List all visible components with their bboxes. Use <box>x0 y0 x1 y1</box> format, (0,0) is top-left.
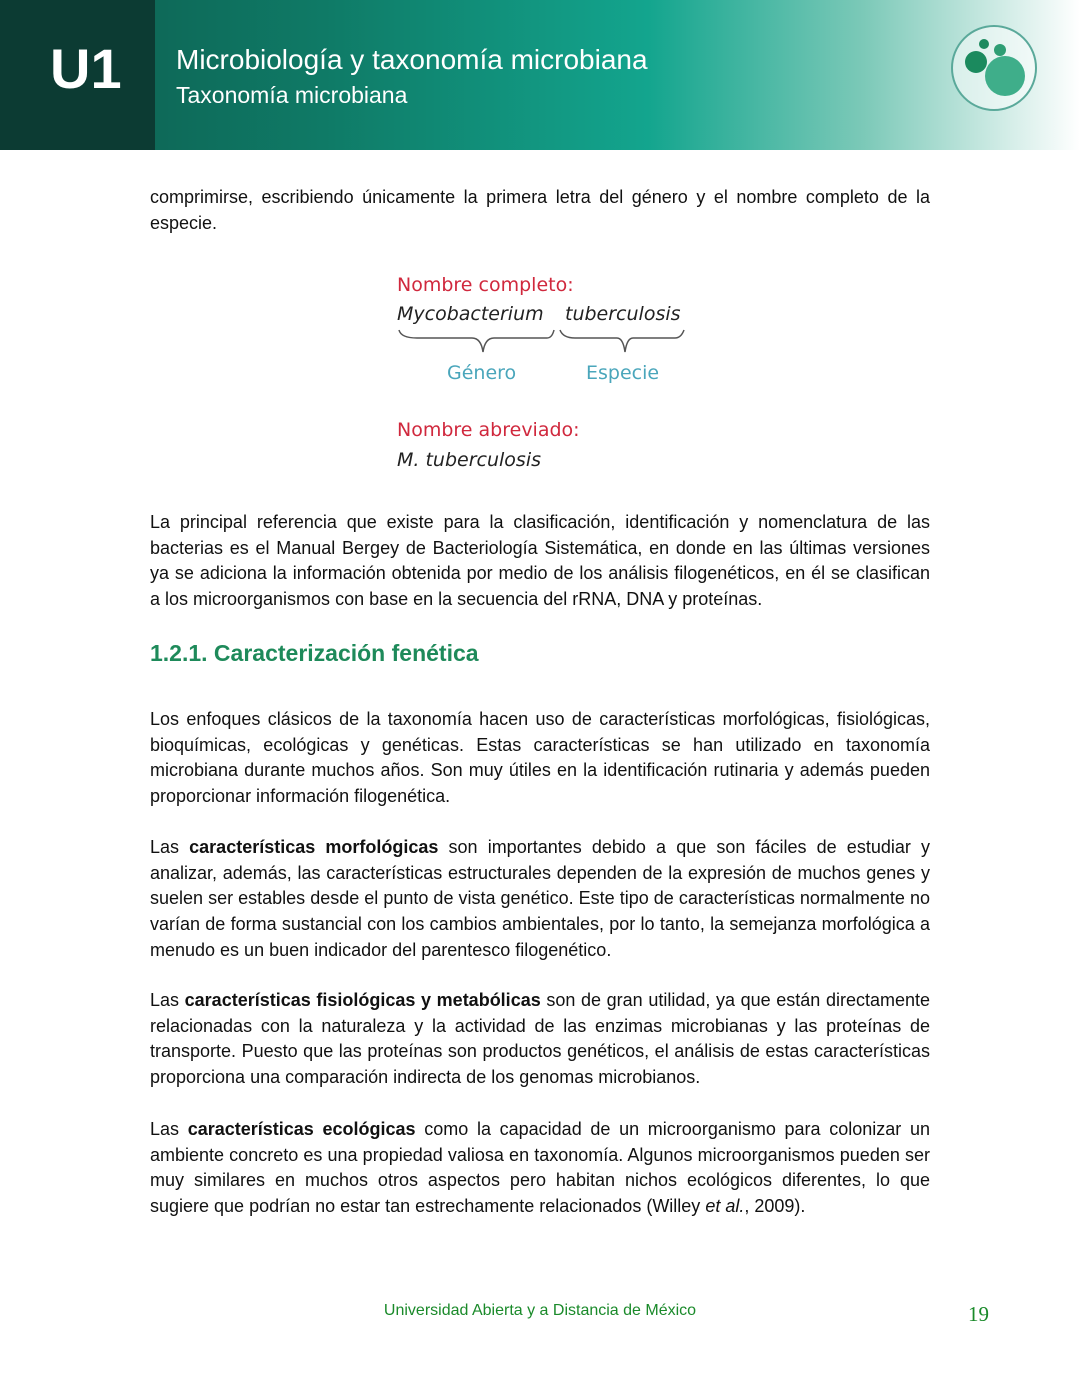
species-label: Especie <box>586 362 660 384</box>
header-title: Microbiología y taxonomía microbiana <box>176 44 648 75</box>
bold-term: características morfológicas <box>189 837 439 857</box>
species-name: tuberculosis <box>565 303 681 325</box>
genus-name: Mycobacterium <box>397 303 544 325</box>
text: , 2009). <box>744 1196 806 1217</box>
unit-label: U1 <box>50 37 122 100</box>
text: son importantes debido a que son fáciles de estudiar y analizar, además, las características estructurales dependen de la expresión de muchos genes y suelen ser estables desde el punto de vista genético. Este tipo de características normalmente no varían de forma sustancial con los cambios ambientales, por lo tanto, la semejanza morfológica a menudo es un buen indicador del parentesco filogenético. <box>150 837 930 960</box>
paragraph-morphological <box>150 835 930 964</box>
paragraph-ecological <box>150 1117 930 1220</box>
short-name-label: Nombre abreviado: <box>397 419 580 441</box>
microbe-logo-icon <box>950 24 1038 112</box>
text: son de gran utilidad, ya que están directamente relacionadas con la naturaleza y la actividad de las enzimas microbianas y las proteínas de transporte. Puesto que las proteínas son productos genéticos, el análisis de estas características proporciona una comparación indirecta de los genomas microbianos. <box>150 990 931 1088</box>
nomenclature-diagram <box>397 272 697 482</box>
page-number: 19 <box>968 1302 989 1326</box>
full-name-label: Nombre completo: <box>397 274 574 296</box>
page-header <box>0 0 1080 150</box>
bold-term: características ecológicas <box>187 1119 416 1139</box>
text: Las <box>150 990 185 1010</box>
paragraph-bergey: La principal referencia que existe para la clasificación, identificación y nomenclatura de las bacterias es el Manual Bergey de Bacteriología Sistemática, en donde en las últimas versiones ya se adiciona la información obtenida por medio de los análisis filogenéticos, en él se clasifican a los microorganismos con base en la secuencia del rRNA, DNA y proteínas. <box>150 512 930 610</box>
italic-text: et al. <box>705 1196 745 1217</box>
paragraph-classic: Los enfoques clásicos de la taxonomía hacen uso de características morfológicas, fisiológicas, bioquímicas, ecológicas y genéticas. Estas características se han utilizado en taxonomía microbiana durante muchos años. Son muy útiles en la identificación rutinaria y además pueden proporcionar información filogenética. <box>150 709 930 807</box>
section-heading: 1.2.1. Caracterización fenética <box>150 640 479 666</box>
short-name: M. tuberculosis <box>397 449 541 471</box>
intro-paragraph: comprimirse, escribiendo únicamente la primera letra del género y el nombre completo de la especie. <box>150 187 930 233</box>
header-subtitle: Taxonomía microbiana <box>176 82 408 108</box>
footer-institution: Universidad Abierta y a Distancia de México <box>383 1302 697 1319</box>
genus-label: Género <box>447 362 517 384</box>
text: como la capacidad de un microorganismo para colonizar un ambiente concreto es una propiedad valiosa en taxonomía. Algunos microorganismos pueden ser muy similares en muchos otros aspectos pero habitan nichos ecológicos diferentes, lo que sugiere que podrían no estar tan estrechamente relacionados (Willey <box>150 1119 930 1217</box>
bold-term: características fisiológicas y metabólicas <box>184 990 541 1010</box>
paragraph-physiological <box>150 988 930 1091</box>
text: Las <box>150 837 190 857</box>
unit-badge <box>0 0 155 150</box>
brace-icon <box>397 326 697 358</box>
text: Las <box>150 1119 188 1139</box>
